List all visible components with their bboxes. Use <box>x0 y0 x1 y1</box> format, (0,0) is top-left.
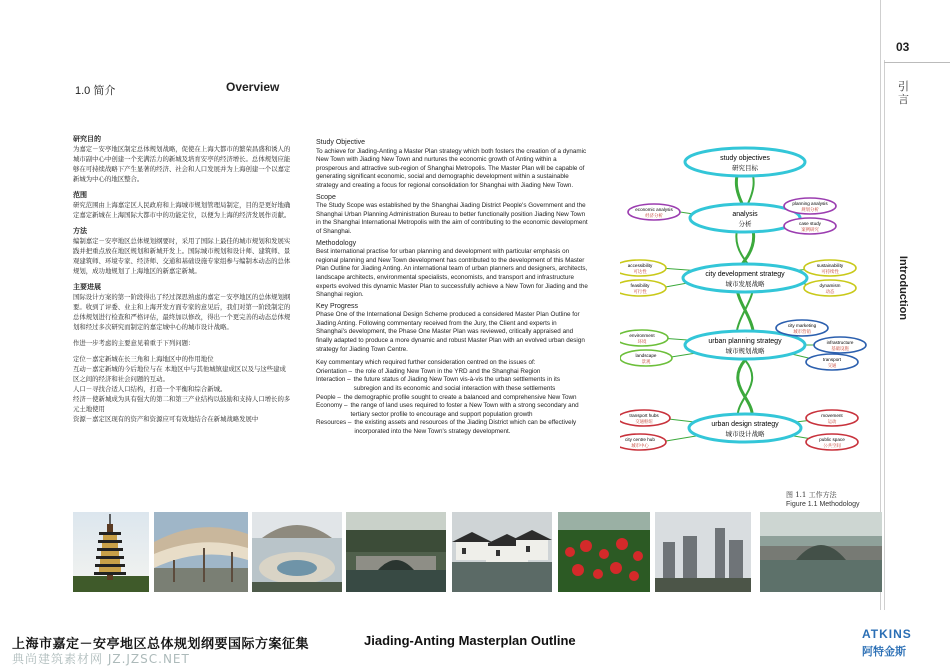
satellite-label: movement <box>821 413 843 418</box>
plaza-photo <box>252 512 342 592</box>
list-value: the role of Jiading New Town in the YRD and the Shanghai Region <box>355 367 541 375</box>
satellite-label: planning analysis <box>792 201 828 206</box>
list-value: the future status of Jiading New Town vis-à-vis the urban settlements in its subregion and its economic and social interaction with these settlements <box>353 376 561 393</box>
paragraph: Best international practise for urban planning and development with particular emphasis on regional planning and New Town development has contributed to the development of this Master Plan Outline for Jiading Anting. An international team of urban planners and designers, architects, landscape architects, environmental specialists, economists, and transport and infrastructure experts evolved this dynamic Master Plan to successfully achieve a New Town for Jiading and the Shanghai region. <box>316 248 588 299</box>
satellite-label: transport <box>822 357 842 362</box>
paragraph: 编制嘉定－安亭地区总体规划纲要时，采用了国际上最佳的城市规划和发展实践并把重点放在地区规划和新城开发上。国际城市规划和设计师、建筑师、景观建筑师、环境专家、经济师、交通和基础设施专家组参与编制本动态的总体规划，成功地规划了上海地区的新嘉定新城。 <box>73 237 291 275</box>
satellite-label-cn: 可持续性 <box>821 270 839 275</box>
frame-line <box>884 62 950 63</box>
node-label-cn: 城市设计战略 <box>725 430 765 438</box>
frame-line <box>884 60 885 610</box>
list-item <box>316 402 588 419</box>
english-text-column <box>316 136 588 437</box>
satellite-label: city marketing <box>787 323 817 328</box>
figure-caption-cn: 图 1.1 工作方法 <box>786 491 837 499</box>
node-label: urban planning strategy <box>708 338 782 345</box>
satellite-label-cn: 城市营销 <box>793 330 811 335</box>
paragraph: Key commentary which required further consideration centred on the issues of: <box>316 359 536 367</box>
node-label: analysis <box>732 211 758 218</box>
satellite-node <box>804 260 856 276</box>
chinese-text-column <box>73 128 291 424</box>
stone-bridge-photo <box>760 512 882 592</box>
satellite-node <box>620 350 672 366</box>
watermark: 典尚建筑素材网 JZ.JZSC.NET <box>12 652 190 666</box>
methodology-diagram <box>620 140 870 470</box>
satellite-node <box>628 204 680 220</box>
main-node <box>685 148 805 176</box>
satellite-node <box>620 410 670 426</box>
satellite-node <box>784 218 836 234</box>
list-key: Economy – <box>316 402 348 410</box>
satellite-label-cn: 可行性 <box>633 290 647 295</box>
section-title: Overview <box>226 80 280 94</box>
node-label: urban design strategy <box>711 421 779 428</box>
satellite-label-cn: 经济分析 <box>645 214 663 219</box>
satellite-label-cn: 交通 <box>827 364 837 369</box>
satellite-node <box>784 198 836 214</box>
list-item: 人口－寻找合适人口结构，打造一个平衡和综合新城。 <box>73 385 227 393</box>
satellite-label-cn: 景观 <box>641 360 651 365</box>
node-label-cn: 分析 <box>738 220 752 228</box>
satellite-label-cn: 运动 <box>827 420 837 425</box>
flowers-photo <box>558 512 650 592</box>
satellite-label-cn: 可达性 <box>633 270 647 275</box>
heading: Key Progress <box>316 302 359 310</box>
village-photo <box>452 512 552 592</box>
list-value: the demographic profile sought to create a balanced and comprehensive New Town <box>343 393 577 401</box>
list-item <box>316 376 588 393</box>
satellite-label: city centre hub <box>625 437 655 442</box>
satellite-node <box>814 337 866 353</box>
heading: Methodology <box>316 239 357 247</box>
heading: Scope <box>316 193 336 201</box>
list-key: People – <box>316 393 341 401</box>
satellite-label: landscape <box>635 353 657 358</box>
satellite-label: environment <box>629 333 655 338</box>
satellite-node <box>620 260 666 276</box>
figure-caption-en: Figure 1.1 Methodology <box>786 501 860 508</box>
satellite-node <box>620 434 666 450</box>
satellite-node <box>806 434 858 450</box>
satellite-label: public space <box>819 437 845 442</box>
list-value: the existing assets and resources of the Jiading District which can be effectively incorporated into the New Town's strategy development. <box>354 419 577 435</box>
list-item <box>316 394 588 403</box>
paragraph: 研究范围由上海嘉定区人民政府和上海城市规划管理局制定，目的是更好地确定嘉定新城在上海国际大都市中的功能定位，以便为上海的经济发展作贡献。 <box>73 201 291 219</box>
list-item: 定位－嘉定新城在长三角和上海地区中的作用地位 <box>73 355 214 363</box>
atkins-logo-cn: 阿特金斯 <box>862 645 906 658</box>
satellite-node <box>620 330 668 346</box>
paragraph: To achieve for Jiading-Anting a Master Plan strategy which both fosters the creation of a dynamic New Town with Jiading New Town and nurtures the economic growth of Anting within a prosperous and attractive sub-region of Shanghai Metropolis. The Master Plan will be capable of generating significant economic, social and demographic development within a sustainable strategy and creating a focus for regional consolidation for Shanghai with Jiading New Town. <box>316 147 587 189</box>
list-item <box>316 419 588 436</box>
bridge-photo <box>346 512 446 592</box>
node-label-cn: 城市发展战略 <box>725 280 765 288</box>
node-label: city development strategy <box>705 271 785 278</box>
side-label-en-wrap <box>893 255 917 330</box>
pagoda-photo <box>73 512 149 592</box>
satellite-label: dynamism <box>819 283 841 288</box>
main-node <box>689 414 801 442</box>
satellite-node <box>806 410 858 426</box>
paragraph: Phase One of the International Design Scheme produced a considered Master Plan Outline for Jiading Anting. Following commentary received from the Jury, the Client and experts in Shanghai's development, the Phase One Master Plan was reviewed, critically appraised and finally adapted to produce a more dynamic and robust Master Plan with an evolved urban design strategy for Jiading Town Centre. <box>316 311 585 353</box>
list-item: 资源－嘉定区现有的资产和资源应可有效地结合在新城战略发展中 <box>73 415 259 423</box>
satellite-label-cn: 环境 <box>637 340 647 345</box>
satellite-label-cn: 动态 <box>825 290 835 295</box>
heading: 研究目的 <box>73 135 101 143</box>
footer-title-en: Jiading-Anting Masterplan Outline <box>364 633 576 648</box>
main-node <box>690 204 800 232</box>
list-value: the range of land uses required to foster a New Town with a strong secondary and tertiary sector profile to encourage and support population growth <box>350 402 579 418</box>
heading: 主要进展 <box>73 283 101 291</box>
satellite-label-cn: 规划分析 <box>801 208 819 213</box>
satellite-node <box>806 354 858 370</box>
page-number: 03 <box>896 40 910 54</box>
main-node <box>683 264 807 292</box>
satellite-label: accessibility <box>627 263 653 268</box>
list-key: Interaction – <box>316 376 351 384</box>
node-label-cn: 城市规划战略 <box>725 347 765 355</box>
satellite-label-cn: 交通枢纽 <box>635 420 653 425</box>
node-label: study objectives <box>720 155 770 162</box>
canopy-photo <box>154 512 248 592</box>
satellite-label: case study <box>799 221 821 226</box>
side-label-en: Introduction <box>897 255 910 321</box>
list-item: 经济－使新城成为具有强大的第二和第三产业结构以鼓励和支持人口增长的多元土地使用 <box>73 395 291 413</box>
satellite-label: infrastructure <box>826 340 854 345</box>
satellite-label-cn: 基础设施 <box>831 347 849 352</box>
satellite-label: feasibility <box>630 283 650 288</box>
heading: 范围 <box>73 191 87 199</box>
towers-photo <box>655 512 751 592</box>
paragraph: 国际设计方案的第一阶段得出了经过深思熟虑的嘉定－安亭地区的总体规划纲要。收到了评委、业主和上海开发方面专家的意见后，我们对第一阶段制定的总体规划进行检查和严格评估，最终加以修改，得出一个更完善的动态总体规划和经过多次研究而制定的嘉定城中心的城市设计战略。 <box>73 293 291 331</box>
satellite-label-cn: 城市中心 <box>631 444 649 449</box>
paragraph: 为嘉定－安亭地区制定总体规划战略，促使在上海大都市的繁荣昌盛和诱人的城市副中心中创建一个充满活力的新城及培育安亭的经济增长。总体规划应能够在可持续战略下产生显著的经济、社会和人口发展并为上海创建一个以嘉定新城为中心的地区整合。 <box>73 145 291 183</box>
footer-title-cn: 上海市嘉定－安亭地区总体规划纲要国际方案征集 <box>12 637 310 652</box>
list-item <box>316 368 588 377</box>
satellite-label: sustainability <box>816 263 844 268</box>
list-key: Orientation – <box>316 367 353 375</box>
atkins-logo: ATKINS <box>862 627 912 641</box>
heading: 方法 <box>73 227 87 235</box>
satellite-node <box>620 280 666 296</box>
side-label-cn: 引言 <box>898 80 909 106</box>
satellite-label: economic analysis <box>635 207 673 212</box>
satellite-node <box>776 320 828 336</box>
satellite-label-cn: 公共空间 <box>823 444 841 449</box>
node-label-cn: 研究目标 <box>732 164 758 172</box>
paragraph: The Study Scope was established by the Shanghai Jiading District People's Government and the Shanghai Urban Planning Administration Bureau to better functionally position Jiading New Town in the Shanghai International Metropolis with the aim of contributing to the economic development of Shanghai. <box>316 202 588 235</box>
section-number: 1.0 简介 <box>75 85 116 97</box>
list-item: 互动－嘉定新城的今后地位与在 本地区中与其他城镇建成区以及与这些建成区之间的经济和社会问题的互动。 <box>73 365 286 383</box>
heading: Study Objective <box>316 139 366 146</box>
satellite-label: transport hubs <box>629 413 659 418</box>
satellite-node <box>804 280 856 296</box>
satellite-label-cn: 案例研究 <box>801 228 819 233</box>
list-key: Resources – <box>316 419 352 427</box>
paragraph: 作进一步考虑的主要意见着重于下列问题： <box>73 339 195 347</box>
